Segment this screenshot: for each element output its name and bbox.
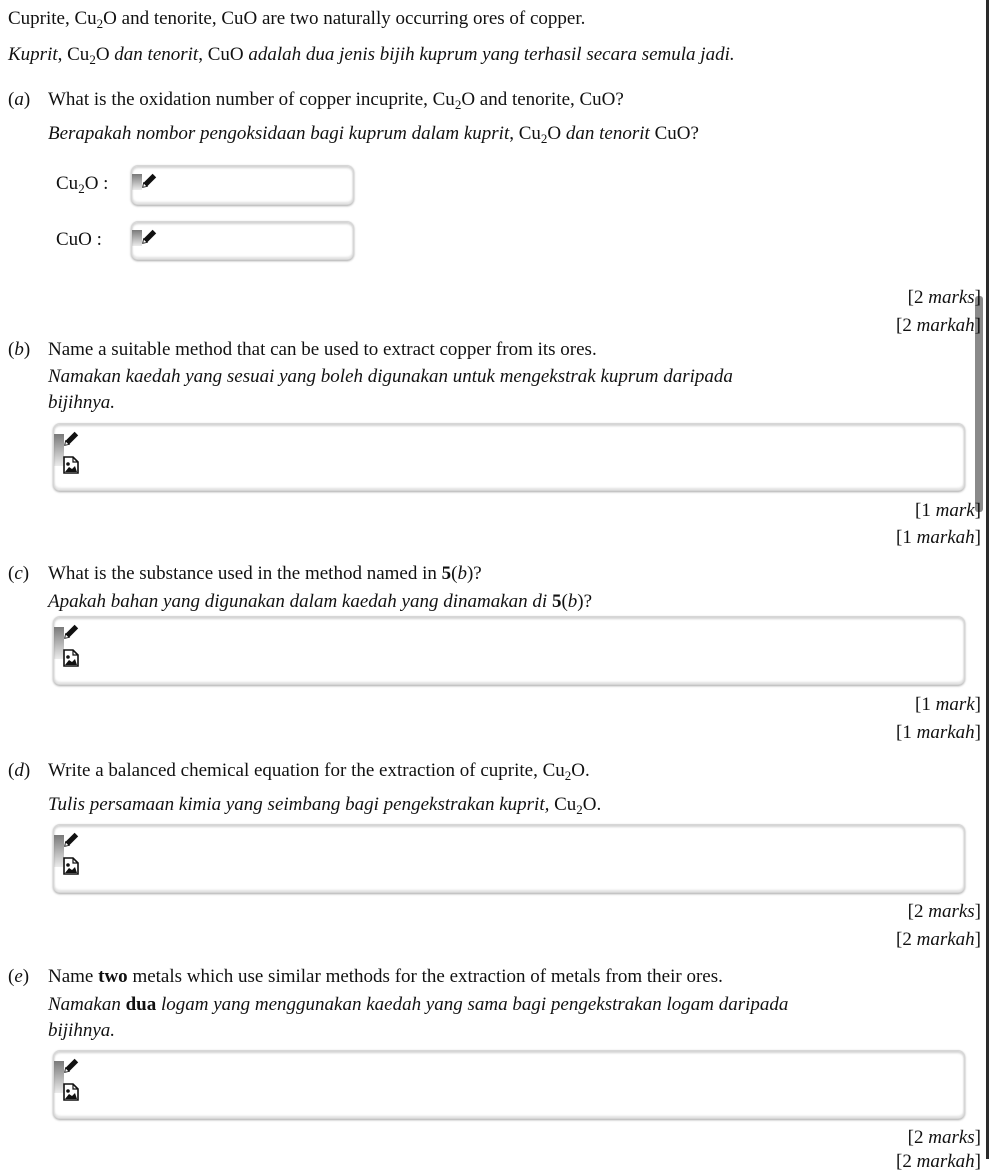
cuo-answer-input[interactable] — [131, 221, 354, 260]
pencil-icon[interactable] — [62, 430, 80, 448]
pencil-icon — [140, 172, 158, 190]
question-b-malay: Namakan kaedah yang sesuai yang boleh digunakan untuk mengekstrak kuprum daripada — [48, 366, 733, 387]
question-d-markah: [2 markah] — [896, 929, 981, 950]
question-d-label: (d) — [8, 760, 31, 781]
question-b-label: (b) — [8, 339, 31, 360]
pencil-icon[interactable] — [62, 623, 80, 641]
insert-image-icon[interactable] — [63, 456, 79, 474]
cu2o-answer-input[interactable] — [131, 165, 354, 205]
insert-image-icon[interactable] — [63, 1083, 79, 1101]
question-a-markah: [2 markah] — [896, 315, 981, 336]
question-a-marks: [2 marks] — [907, 287, 981, 308]
question-e-label: (e) — [8, 966, 30, 987]
intro-english: Cuprite, $Cu_2O$ and tenorite, CuO are two naturally occurring ores of copper. — [8, 8, 586, 31]
question-a-english: What is the oxidation number of copper incuprite, $Cu_2O$ and tenorite, CuO? — [48, 89, 624, 112]
question-e-english: Name two metals which use similar methods for the extraction of metals from their ores. — [48, 966, 723, 987]
question-b-english: Name a suitable method that can be used to extract copper from its ores. — [48, 339, 597, 360]
intro-malay: Kuprit, $Cu_2O$ dan tenorit, CuO adalah dua jenis bijih kuprum yang terhasil secara semula jadi. — [8, 44, 735, 67]
question-e-markah: [2 markah] — [896, 1151, 981, 1172]
question-d-marks: [2 marks] — [907, 901, 981, 922]
question-c-label: (c) — [8, 563, 30, 584]
question-d-malay: Tulis persamaan kimia yang seimbang bagi pengekstrakan kuprit, $Cu_2O$. — [48, 794, 602, 817]
question-c-markah: [1 markah] — [896, 722, 981, 743]
cu2o-field-label: $Cu_2O$ : — [56, 173, 109, 196]
question-e-answer-box[interactable] — [53, 1050, 965, 1119]
question-e-malay-cont: bijihnya. — [48, 1020, 116, 1041]
pencil-icon — [140, 228, 158, 246]
insert-image-icon[interactable] — [63, 857, 79, 875]
question-e-marks: [2 marks] — [907, 1127, 981, 1148]
question-b-answer-box[interactable] — [53, 423, 965, 491]
insert-image-icon[interactable] — [63, 649, 79, 667]
question-c-malay: Apakah bahan yang digunakan dalam kaedah yang dinamakan di 5(b)? — [48, 591, 593, 612]
question-b-malay-cont: bijihnya. — [48, 392, 116, 413]
question-a-malay: Berapakah nombor pengoksidaan bagi kuprum dalam kuprit, $Cu_2O$ dan tenorit CuO? — [48, 123, 699, 146]
question-b-markah: [1 markah] — [896, 527, 981, 548]
pencil-icon[interactable] — [62, 831, 80, 849]
question-e-malay: Namakan dua logam yang menggunakan kaedah yang sama bagi pengekstrakan logam daripada — [48, 994, 789, 1015]
cuo-field-label: CuO : — [56, 229, 102, 250]
question-a-label: (a) — [8, 89, 31, 110]
question-c-english: What is the substance used in the method named in 5(b)? — [48, 563, 482, 584]
question-c-marks: [1 mark] — [915, 694, 981, 715]
pencil-icon[interactable] — [62, 1057, 80, 1075]
question-b-marks: [1 mark] — [915, 500, 981, 521]
question-d-english: Write a balanced chemical equation for the extraction of cuprite, $Cu_2O$. — [48, 760, 590, 783]
question-c-answer-box[interactable] — [53, 616, 965, 685]
question-d-answer-box[interactable] — [53, 824, 965, 893]
